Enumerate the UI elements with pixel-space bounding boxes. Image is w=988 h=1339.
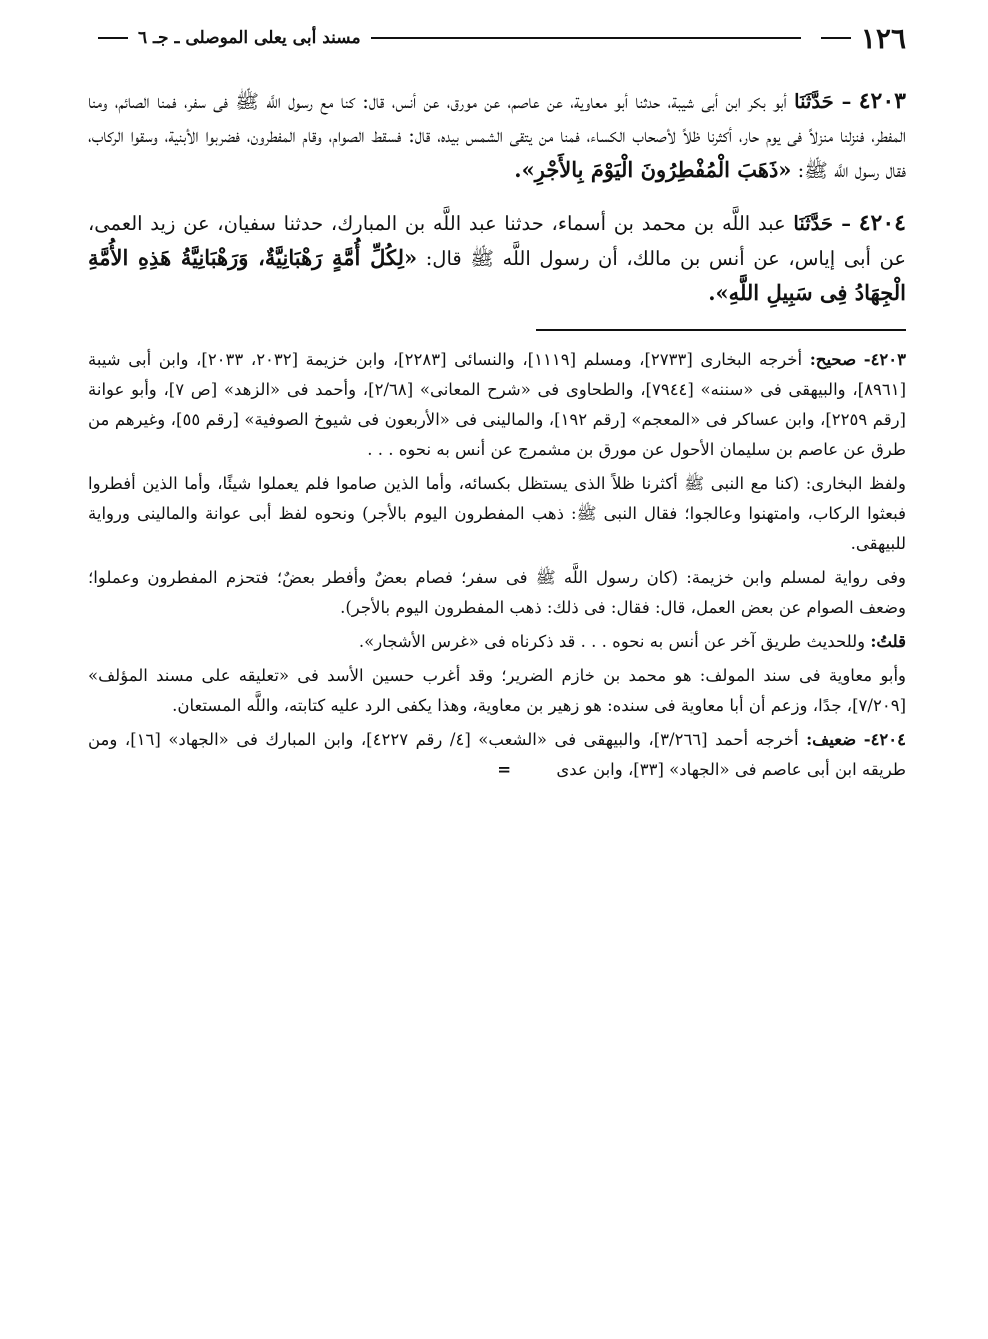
qultu-label: قلتُ: <box>870 632 906 651</box>
page-number: ١٢٦ <box>860 21 906 55</box>
footnote-text: أخرجه البخارى [٢٧٣٣]، ومسلم [١١١٩]، والنسائى [٢٢٨٣]، وابن خزيمة [٢٠٣٢، ٢٠٣٣]، وابن أبى شيبة [٨٩٦١]، والبيهقى فى «سننه» [٧٩٤٤]، والطحاوى فى «شرح المعانى» [٢/٦٨]، وأحمد فى «الزهد» [ص ٧]، وأبو عوانة [رقم ٢٢٥٩]، وابن عساكر فى «المعجم» [رقم ١٩٢]، والمالينى فى «الأربعون فى شيوخ الصوفية» [رقم ٥٥]، وغيرهم من طرق عن عاصم بن سليمان الأحول عن مورق بن مشمرج عن أنس به نحوه . . . <box>88 350 906 459</box>
footnote-number: ٤٢٠٤- <box>863 730 907 749</box>
hadith-number: ٤٢٠٤ <box>858 210 906 236</box>
hadith-label: حَدَّثَنَا <box>793 212 833 235</box>
hadith-text: عبد اللَّه بن محمد بن أسماء، حدثنا عبد اللَّه بن المبارك، حدثنا سفيان، عن زيد العمى، عن أبى إياس، عن أنس بن مالك، أن رسول اللَّه ﷺ قال: <box>88 212 907 270</box>
footnotes <box>88 345 906 785</box>
running-title: مسند أبى يعلى الموصلى ـ جـ ٦ <box>138 28 361 48</box>
main-text <box>88 84 906 311</box>
footnote-text: أخرجه أحمد [٣/٢٦٦]، والبيهقى فى «الشعب» [٤/ رقم ٤٢٢٧]، وابن المبارك فى «الجهاد» [١٦]، ومن طريقه ابن أبى عاصم فى «الجهاد» [٣٣]، وابن عدى <box>88 730 906 779</box>
hadith-4203: ٤٢٠٣ – حَدَّثَنَا أبو بكر ابن أبى شيبة، حدثنا أبو معاوية، عن عاصم، عن مورق، عن أنس، قال: كنا مع رسول اللَّه ﷺ فى سفر، فمنا الصائم، ومنا المفطر، فنزلنا منزلاً فى يوم حار، أكثرنا ظلاً لأصحاب الكساء، فمنا من يتقى الشمس بيده، قال: فسقط الصوام، وقام المفطرون، فضربوا الأبنية، وسقوا الركاب، فقال رسول اللَّه ﷺ: «ذَهَبَ الْمُفْطِرُونَ الْيَوْمَ بِالأَجْرِ». <box>88 88 906 182</box>
footnote-number: ٤٢٠٣- <box>863 350 907 369</box>
hadith-number: ٤٢٠٣ <box>858 88 906 114</box>
header-rule-end <box>98 37 128 39</box>
footnote-grade: صحيح: <box>809 350 857 369</box>
hadith-label: حَدَّثَنَا <box>794 90 834 113</box>
footnote-paragraph: وأبو معاوية فى سند المولف: هو محمد بن خازم الضرير؛ وقد أغرب حسين الأسد فى «تعليقه على مسند المؤلف» [٧/٢٠٩]، جدًا، وزعم أن أبا معاوية فى سنده: هو زهير بن معاوية، وهذا يكفى الرد عليه كتابته، واللَّه المستعان. <box>88 666 906 715</box>
footnote-grade: ضعيف: <box>806 730 857 749</box>
page-header <box>88 14 906 62</box>
hadith-matn: «ذَهَبَ الْمُفْطِرُونَ الْيَوْمَ بِالأَجْرِ». <box>514 157 792 182</box>
footnote-paragraph: ولفظ البخارى: (كنا مع النبى ﷺ أكثرنا ظلاً الذى يستظل بكسائه، وأما الذين صاموا فلم يعملوا شيئًا، وأما الذين أفطروا فبعثوا الركاب، وامتهنوا وعالجوا؛ فقال النبى ﷺ: ذهب المفطرون اليوم بالأجر) ونحوه لفظ أبى عوانة والمالينى ورواية للبيهقى. <box>88 474 906 553</box>
footnote-qultu <box>88 627 906 657</box>
header-rule-short <box>821 37 851 39</box>
header-rule <box>371 37 801 39</box>
book-page <box>88 14 906 789</box>
hadith-text: أبو بكر ابن أبى شيبة، حدثنا أبو معاوية، عن عاصم، عن مورق، عن أنس، قال: كنا مع رسول اللَّه ﷺ فى سفر، فمنا الصائم، ومنا المفطر، فنزلنا منزلاً فى يوم حار، أكثرنا ظلاً لأصحاب الكساء، فمنا من يتقى الشمس بيده، قال: فسقط الصوام، وقام المفطرون، فضربوا الأبنية، وسقوا الركاب، فقال رسول اللَّه ﷺ: <box>88 90 906 182</box>
footnote-paragraph: وفى رواية لمسلم وابن خزيمة: (كان رسول اللَّه ﷺ فى سفر؛ فصام بعضٌ وأفطر بعضٌ؛ فتحزم المفطرون وعملوا؛ وضعف الصوام عن بعض العمل، قال: فقال: فى ذلك: ذهب المفطرون اليوم بالأجر). <box>88 568 906 617</box>
hadith-matn: «لِكُلِّ أُمَّةٍ رَهْبَانِيَّةٌ، وَرَهْبَانِيَّةُ هَذِهِ الأُمَّةِ الْجِهَادُ فِى سَبِيلِ اللَّهِ». <box>88 245 906 305</box>
footnote-4203 <box>88 345 906 465</box>
footnote-text: وللحديث طريق آخر عن أنس به نحوه . . . قد ذكرناه فى «غرس الأشجار». <box>358 632 866 651</box>
footnote-divider <box>536 329 906 331</box>
continuation-mark: = <box>497 760 512 779</box>
hadith-4204: ٤٢٠٤ – حَدَّثَنَا عبد اللَّه بن محمد بن أسماء، حدثنا عبد اللَّه بن المبارك، حدثنا سفيان، عن زيد العمى، عن أبى إياس، عن أنس بن مالك، أن رسول اللَّه ﷺ قال: «لِكُلِّ أُمَّةٍ رَهْبَانِيَّةٌ، وَرَهْبَانِيَّةُ هَذِهِ الأُمَّةِ الْجِهَادُ فِى سَبِيلِ اللَّهِ». <box>88 210 907 305</box>
footnote-4204 <box>88 725 906 785</box>
